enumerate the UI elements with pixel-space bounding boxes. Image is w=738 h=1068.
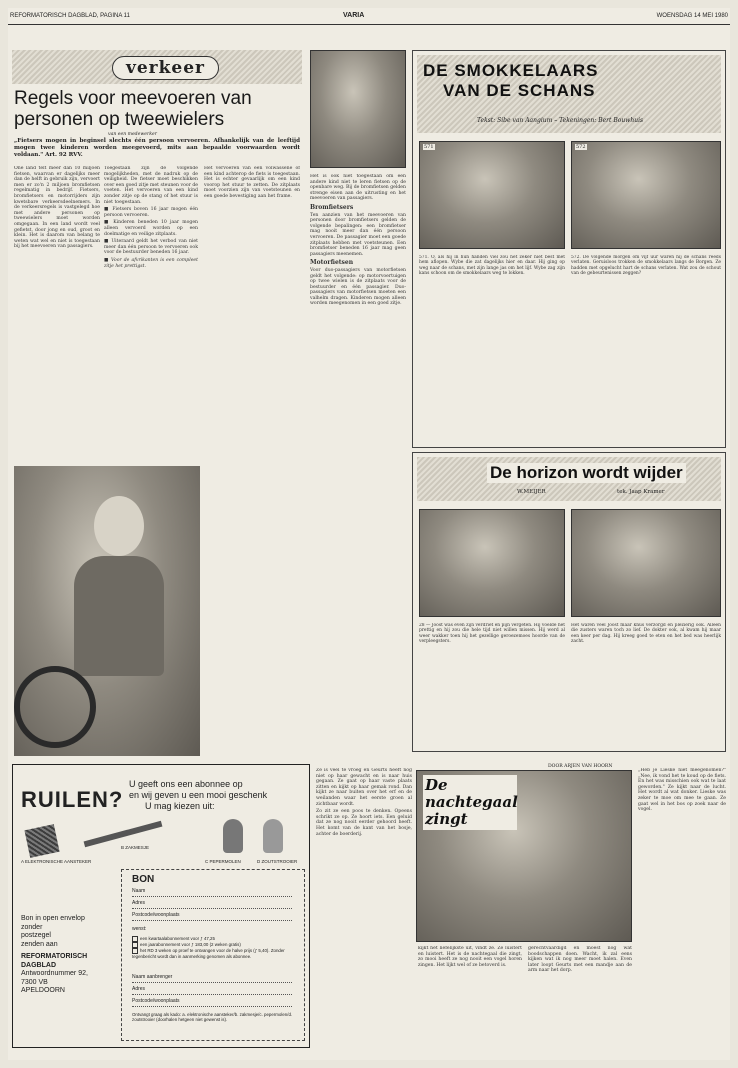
nachtegaal-col4-text: gerechtvaardigd en moest nog wat boodschappen doen. Wacht, ik zal eens kijken wat ik nog meer moet halen. Even later loopt Geurts met een mandje aan de arm naar het dorp. xyxy=(528,946,632,974)
horizon-caption-left: 28 — Joost was even zijn verdriet en pijn vergeten. Hij voelde het prettig en hij zou die hele tijd niet willen missen. Hij werd al weer wakker toen hij het gezellige geroezemoes hoorde van de verpleegsters. xyxy=(419,623,565,645)
smokkelaars-panel-571 xyxy=(419,141,565,249)
verkeer-banner: verkeer xyxy=(112,56,219,80)
masthead-date: WOENSDAG 14 MEI 1980 xyxy=(656,13,728,19)
lighter-icon xyxy=(24,824,59,858)
smokkelaars-title-2: VAN DE SCHANS xyxy=(443,81,596,100)
ruilen-title: RUILEN? xyxy=(21,787,124,812)
verkeer-bullet-2: ■ Kinderen beneden 10 jaar mogen alleen vervoerd worden op een doelmatige en veilige zitplaats. xyxy=(104,220,198,237)
verkeer-column-2 xyxy=(104,166,198,456)
bon-title: BON xyxy=(132,874,155,885)
mail-line-4: zenden aan xyxy=(21,940,58,948)
smokkelaars-comic xyxy=(412,50,726,448)
bon-field-naam[interactable]: Naam xyxy=(132,888,292,897)
ruilen-offer-line-2: en wij geven u een mooi geschenk xyxy=(129,790,268,800)
bon-wenst-label: wenst: xyxy=(132,926,147,932)
verkeer-column-3 xyxy=(204,166,300,496)
gift-label-b: B ZAKMESJE xyxy=(121,845,150,850)
smokkelaars-title-1: DE SMOKKELAARS xyxy=(423,61,599,80)
bromfiets-heading: Bromfietsers xyxy=(310,203,354,211)
nachtegaal-col3-text: kijkt het liefelijkste uit, vindt ze. Ze luistert en luistert. Het is de nachtegaal die zingt, zo mooi heeft ze nog nooit een vogel horen zingen. Het lijkt wel of ze betoverd is. xyxy=(418,946,522,968)
nachtegaal-col1-text: Ze is veel te vroeg en Geurts heeft nog niet op haar gewacht en is naar huis gegaan. Ze gaat op haar vaste plaats zitten en kijkt op haar gemak rond. Dan kijkt ze naar buiten over het erf en de weilanden waar het eerste groen al zichtbaar wordt. xyxy=(316,768,412,807)
verkeer-banner-strip xyxy=(12,50,302,84)
verkeer-col3-text: Het vervoeren van een volwassene of een kind achterop de fiets is toegestaan. Het is echter gevaarlijk om een kind voorop het stuur te zetten. De zitplaats moet voorzien zijn van voetsteunen en een goede bevestiging aan het frame. xyxy=(204,166,300,199)
salt-shaker-icon xyxy=(263,819,283,853)
nachtegaal-illustration xyxy=(416,770,632,942)
smokkelaars-panel-572 xyxy=(571,141,721,249)
verkeer-bullet-1: ■ Fietsers boven 16 jaar mogen één persoon vervoeren. xyxy=(104,207,198,218)
horizon-author: W.MEIJER xyxy=(517,489,546,495)
pocketknife-icon xyxy=(84,821,163,848)
masthead-section: VARIA xyxy=(343,12,365,19)
ruilen-advertisement xyxy=(12,764,310,1048)
bon-options xyxy=(132,936,300,960)
horizon-panel-right xyxy=(571,509,721,617)
nachtegaal-col2-text: Zo zit ze een poos te denken. Opeens schrikt ze op. Ze hoort iets. Een geluid dat ze nog nooit eerder gehoord heeft. Het komt van de kant van het bosje, achter de boerderij. xyxy=(316,809,412,837)
bon-option-kwartaal[interactable]: een kwartaalabonnement voor ƒ 47,25 xyxy=(132,936,300,942)
horizon-artist: tek. Jaap Kramer xyxy=(617,489,665,495)
checkbox-jaar[interactable] xyxy=(132,942,138,948)
panel-number-572: 572 xyxy=(576,144,586,150)
masthead xyxy=(8,8,730,25)
ruilen-mailing-info xyxy=(21,915,89,996)
panel-number-571: 571 xyxy=(424,144,434,150)
bromfiets-text: Ten aanzien van het meevoeren van personen door bromfietsers gelden de volgende bepalingen: een bromfietser mag nooit meer dan één persoon vervoeren. De passagier moet een goede zitplaats hebben met voetsteunen. Een bromfietser beneden 16 jaar mag geen passagiers meenemen. xyxy=(310,212,406,257)
verkeer-column-4 xyxy=(310,174,406,764)
bon-field-postcode-2[interactable]: Postcode/woonplaats xyxy=(132,998,292,1007)
motor-heading: Motorfietsen xyxy=(310,259,354,267)
ruilen-offer-line-1: U geeft ons een abonnee op xyxy=(129,779,243,789)
smokkelaars-header-art xyxy=(417,55,721,133)
masthead-paper: REFORMATORISCH DAGBLAD, PAGINA 11 xyxy=(10,13,130,19)
bon-field-postcode[interactable]: Postcode/woonplaats xyxy=(132,912,292,921)
gift-label-c: C PEPERMOLEN xyxy=(205,859,241,864)
checkbox-kwartaal[interactable] xyxy=(132,936,138,942)
bon-coupon[interactable] xyxy=(121,869,305,1041)
verkeer-headline: Regels voor meevoeren van personen op tweewielers xyxy=(14,88,252,130)
bike-wheel-shape xyxy=(14,666,96,748)
newspaper-page xyxy=(8,8,730,1060)
nachtegaal-author: DOOR ARJEN VAN HOORN xyxy=(548,764,613,769)
horizon-caption-right: Het waren veel Joost maar knus verzorgd en plezierig ook. Alleen die zusters waren toch zo lief. De dokter ook, al kwam hij maar een keer per dag. Hij kreeg goed te eten en het bed was heerlijk zacht. xyxy=(571,623,721,645)
bon-footnote: Ontvangt graag als kado: a. elektronische aansteker/b. zakmesje/c. pepermolen/d. zoutstrooier (doorhalen hetgeen niet gewenst is). xyxy=(132,1012,293,1023)
child-on-bike-photo xyxy=(14,466,200,756)
checkbox-proef[interactable] xyxy=(132,948,138,954)
nachtegaal-column-4 xyxy=(528,946,632,1050)
nachtegaal-col5-text: „Heb je Lieske niet meegenomen?" „Nee, ik vond het te koud op de fiets. En het was misschien ook wat te laat geworden." Ze kijkt naar de lucht. Het wordt al wat donker. Lieske was zeker te moe om mee te gaan. Ze gaat wel in het bos op zoek naar de vogel. xyxy=(638,768,726,813)
bon-field-adres[interactable]: Adres xyxy=(132,900,292,909)
gift-label-a: A ELEKTRONISCHE AANSTEKER xyxy=(21,859,92,864)
bon-option-proef[interactable]: het RD 3 weken op proef te ontvangen voor de halve prijs (ƒ 5,40). Zonder tegenbericht wordt dan in aanmerking genomen als abonnee. xyxy=(132,948,285,960)
verkeer-bullet-4: ■ Voor de afvrikanten is een compleet zitje het prettigst. xyxy=(104,257,198,269)
verkeer-col4-text: Het is ook niet toegestaan om een andere kind niet te leren fietsen op de openbare weg. Bij de bromfietsen gelden strenge eisen aan de uitrusting en het meevoeren van passagiers. xyxy=(310,174,406,202)
ruilen-choose: U mag kiezen uit: xyxy=(145,801,215,811)
verkeer-byline: van een medewerker xyxy=(108,132,157,137)
moped-illustration xyxy=(310,50,406,168)
child-face-shape xyxy=(94,496,144,556)
pepper-mill-icon xyxy=(223,819,243,853)
horizon-header-art xyxy=(417,457,721,501)
nachtegaal-column-1 xyxy=(316,768,412,1050)
bon-field-aanbrenger[interactable]: Naam aanbrenger xyxy=(132,974,292,983)
mail-line-3: postzegel xyxy=(21,932,51,939)
mail-line-1: Bon in open envelop xyxy=(21,915,85,922)
mail-address-2: 7300 VB APELDOORN xyxy=(21,978,65,994)
verkeer-lead: „Fietsers mogen in beginsel slechts één persoon vervoeren. Afhankelijk van de leeftijd mogen twee kinderen worden meegevoerd, mits aan bepaalde voorwaarden wordt voldaan." Art. 92 RVV. xyxy=(14,138,300,158)
nachtegaal-column-3 xyxy=(418,946,522,1050)
verkeer-bullet-3: ■ Uiteraard geldt het verbod van niet meer dan één persoon te vervoeren ook voor de bestuurder beneden 16 jaar. xyxy=(104,239,198,256)
smokkelaars-caption-572: 572. De volgende morgen om vijf uur waren hij de schans reeds verlaten. Geruisloos trokken de smokkelaars langs de Borgen. Ze hadden met opgelucht hart de schans verlaten. Wat zou de schout van de gebeurtenissen zeggen? xyxy=(571,255,721,277)
motor-text: Voor duo-passagiers van motorfietsen geldt het volgende: op motorvoertuigen op twee wielen is de zitplaats voor de bestuurder en één passagier. Duo-passagiers van motorfietsen moeten een valhelm dragen. Kinderen mogen alleen worden meegenomen in een goed zitje. xyxy=(310,267,406,307)
verkeer-col1-text: One land telt meer dan 10 miljoen fietsen, waarvan er dagelijks meer dan de helft in gebruik zijn, vervoert men er zo'n 2 miljoen bromfietsen regelmatig in bedrijf. Fietsers, bromfietsers en motorrijders zijn kwetsbare verkeersdeelnemers. In de verkeersregels is vastgelegd hoe met andere personen op tweewielers moet worden omgegaan. In een land wordt veel gefietst, door jong en oud, groot en klein. Het is daarom van belang te weten wat wel en niet is toegestaan bij het meevoeren van passagiers. xyxy=(14,166,100,250)
nachtegaal-column-5 xyxy=(638,768,726,1050)
mail-org: REFORMATORISCH DAGBLAD xyxy=(21,953,88,969)
bon-field-adres-2[interactable]: Adres xyxy=(132,986,292,995)
verkeer-column-1 xyxy=(14,166,100,366)
horizon-panel-left xyxy=(419,509,565,617)
smokkelaars-credit: Tekst: Sibe van Aangium – Tekeningen: Bert Bouwhuis xyxy=(477,117,644,124)
mail-line-2: zonder xyxy=(21,923,43,931)
mail-address-1: Antwoordnummer 92, xyxy=(21,970,88,977)
gift-label-d: D ZOUTSTROOIER xyxy=(257,859,298,864)
horizon-title: De horizon wordt wijder xyxy=(487,463,686,483)
smokkelaars-caption-571: 571. O, als hij in hun handen viel zou het zeker niet best met hem aflopen. Wybe die zat dagelijks hier en daar. Hij ging op weg naar de schans, met zijn lange jas om het lijf. Wybe zag zijn kans schoon om de smokkelaars weg te lokken. xyxy=(419,255,565,277)
ruilen-offer xyxy=(129,779,267,812)
verkeer-col2-text: Toegestaan zijn de volgende mogelijkheden, met de nadruk op de veiligheid. De fietser moet beschikken over een goed zitje met steunen voor de voeten. Het vervoeren van een kind zonder zitje op de stang of het stuur is niet toegestaan. xyxy=(104,166,198,205)
bon-option-jaar[interactable]: een jaarabonnement voor ƒ 183,00 (2 weken gratis) xyxy=(132,942,300,948)
nachtegaal-title: De nachtegaal zingt xyxy=(425,776,518,828)
horizon-comic xyxy=(412,452,726,752)
child-body-shape xyxy=(74,556,164,676)
